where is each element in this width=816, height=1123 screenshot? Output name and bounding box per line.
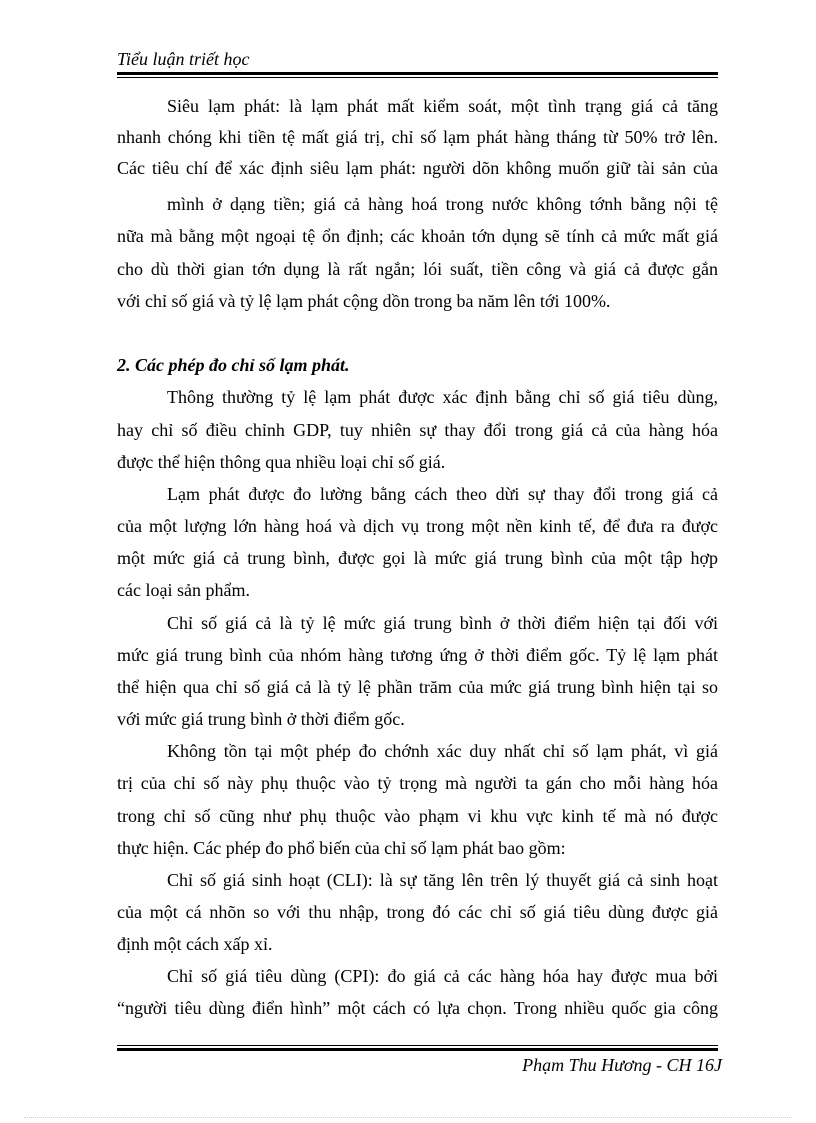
text-line: trị của chỉ số này phụ thuộc vào tỷ trọng mà người ta gán cho mỗi hàng hóa bbox=[117, 773, 718, 793]
text-line: mức giá trung bình của nhóm hàng tương ứng ở thời điểm gốc. Tỷ lệ lạm phát bbox=[117, 645, 718, 665]
text-line: cho dù thời gian tớn dụng là rất ngắn; lói suất, tiền công và giá cả được gắn bbox=[117, 259, 718, 279]
text-line: một mức giá cả trung bình, được gọi là mức giá trung bình của một tập hợp bbox=[117, 548, 718, 568]
text-line: với chỉ số giá và tỷ lệ lạm phát cộng dồn trong ba năm lên tới 100%. bbox=[117, 291, 611, 311]
footer-rule-thick bbox=[117, 1048, 718, 1051]
text-line: Không tồn tại một phép đo chớnh xác duy nhất chỉ số lạm phát, vì giá bbox=[167, 741, 718, 761]
text-line: các loại sản phẩm. bbox=[117, 580, 250, 600]
text-line: Các tiêu chí để xác định siêu lạm phát: người dõn không muốn giữ tài sản của bbox=[117, 158, 718, 178]
text-line: “người tiêu dùng điển hình” một cách có lựa chọn. Trong nhiều quốc gia công bbox=[117, 998, 718, 1018]
page-header-title: Tiểu luận triết học bbox=[117, 49, 250, 69]
header-rule-thin bbox=[117, 77, 718, 78]
text-line: với mức giá trung bình ở thời điểm gốc. bbox=[117, 709, 405, 729]
text-line: của một lượng lớn hàng hoá và dịch vụ trong một nền kinh tế, để đưa ra được bbox=[117, 516, 718, 536]
text-line: Lạm phát được đo lường bằng cách theo dừi sự thay đổi trong giá cả bbox=[167, 484, 718, 504]
text-line: nhanh chóng khi tiền tệ mất giá trị, chỉ số lạm phát hàng tháng từ 50% trở lên. bbox=[117, 127, 718, 147]
text-line: thực hiện. Các phép đo phổ biến của chỉ số lạm phát bao gồm: bbox=[117, 838, 566, 858]
text-line: thể hiện qua chỉ số giá cả là tỷ lệ phần trăm của mức giá trung bình hiện tại so bbox=[117, 677, 718, 697]
section-heading: 2. Các phép đo chỉ số lạm phát. bbox=[117, 355, 350, 375]
text-line: Siêu lạm phát: là lạm phát mất kiểm soát, một tình trạng giá cả tăng bbox=[167, 96, 718, 116]
text-line: Chỉ số giá cả là tỷ lệ mức giá trung bình ở thời điểm hiện tại đối với bbox=[167, 613, 718, 633]
page-bottom-dotted-border bbox=[24, 1117, 792, 1118]
text-line: nữa mà bằng một ngoại tệ ổn định; các khoản tớn dụng sẽ tính cả mức mất giá bbox=[117, 226, 718, 246]
footer-rule-thin bbox=[117, 1045, 718, 1046]
text-line: của một cá nhõn so với thu nhập, trong đó các chỉ số giá tiêu dùng được giả bbox=[117, 902, 718, 922]
header-rule-thick bbox=[117, 72, 718, 75]
text-line: trong chỉ số cũng như phụ thuộc vào phạm vi khu vực kinh tế mà nó được bbox=[117, 806, 718, 826]
text-line: hay chỉ số điều chỉnh GDP, tuy nhiên sự thay đổi trong giá cả của hàng hóa bbox=[117, 420, 718, 440]
text-line: được thể hiện thông qua nhiều loại chỉ số giá. bbox=[117, 452, 446, 472]
text-line: định một cách xấp xỉ. bbox=[117, 934, 273, 954]
text-line: Chỉ số giá tiêu dùng (CPI): đo giá cả các hàng hóa hay được mua bởi bbox=[167, 966, 718, 986]
text-line: mình ở dạng tiền; giá cả hàng hoá trong nước không tớnh bằng nội tệ bbox=[167, 194, 718, 214]
text-line: Chỉ số giá sinh hoạt (CLI): là sự tăng lên trên lý thuyết giá cả sinh hoạt bbox=[167, 870, 718, 890]
page-footer-author: Phạm Thu Hương - CH 16J bbox=[522, 1055, 722, 1075]
text-line: Thông thường tỷ lệ lạm phát được xác định bằng chỉ số giá tiêu dùng, bbox=[167, 387, 718, 407]
